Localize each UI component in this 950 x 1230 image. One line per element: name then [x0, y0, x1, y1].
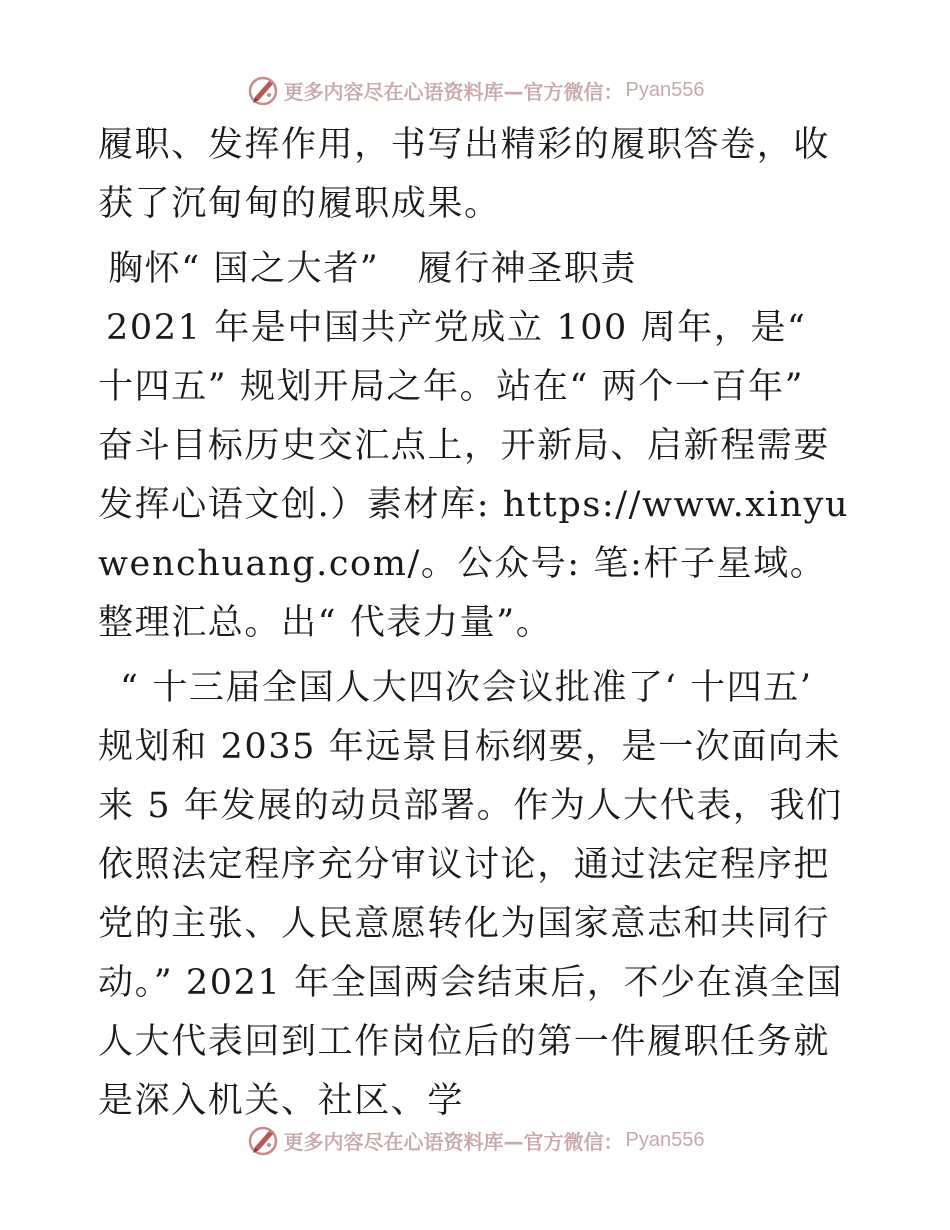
header-contact-label: —官方微信： [503, 79, 624, 104]
section-heading: 胸怀“ 国之大者” 履行神圣职责 [108, 249, 638, 289]
paragraph-quote: “ 十三届全国人大四次会议批准了‘ 十四五’ 规划和 2035 年远景目标纲要，是一次面向未来 5 年发展的动员部署。作为人大代表，我们依照法定程序充分审议讨论，通过法定程序把党的主张、人民意愿转化为国家意志和共同行动。” 2021 年全国两会结束后，不少在滇全国人大代表回到工作岗位后的第一件履职任务就是深入机关、社区、学 [98, 668, 844, 1121]
footer-contact-label: —官方微信： [503, 1129, 624, 1154]
header-contact-id: Pyan556 [625, 78, 705, 101]
paragraph-2021: 2021 年是中国共产党成立 100 周年，是“ 十四五” 规划开局之年。站在“ 两个一百年” 奋斗目标历史交汇点上，开新局、启新程需要发挥心语文创.）素材库: https://www.xinyuwenchuang.com/。公众号: 笔:杆子星域。整理汇总。出“ 代表力量”。 [98, 308, 850, 643]
paragraph-intro: 履职、发挥作用，书写出精彩的履职答卷，收获了沉甸甸的履职成果。 [98, 125, 831, 224]
footer-banner [0, 1120, 950, 1160]
header-slogan: 更多内容尽在心语资料库 [283, 79, 504, 104]
logo-pen-icon [246, 1123, 280, 1157]
document-body [98, 116, 850, 1131]
footer-slogan: 更多内容尽在心语资料库 [283, 1129, 504, 1154]
footer-contact-id: Pyan556 [625, 1128, 705, 1151]
logo-pen-icon [246, 73, 280, 107]
header-banner [0, 70, 950, 110]
